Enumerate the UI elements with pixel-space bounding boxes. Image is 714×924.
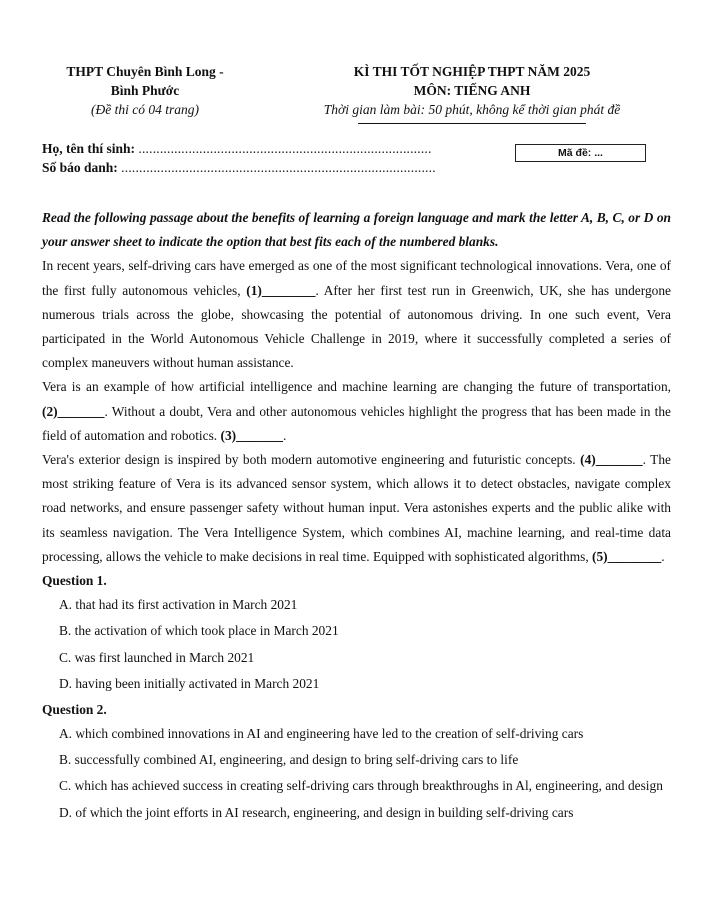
instruction-text: Read the following passage about the benefits of learning a foreign language and mark the letter A, B, C, or D on your answer sheet to indicate the option that best fits each of the numbered blanks. (42, 210, 671, 250)
candidate-name-field[interactable]: .................................................................................. (138, 141, 432, 156)
school-header (45, 62, 245, 119)
question-1 (42, 569, 671, 696)
exam-title: KÌ THI TỐT NGHIỆP THPT NĂM 2025 (353, 64, 591, 79)
passage-text: . (661, 548, 665, 564)
blank-1-number: (1) (246, 282, 262, 298)
blank-5-number: (5) (592, 548, 608, 564)
page-count-note: (Đề thi có 04 trang) (91, 102, 199, 117)
question-2-title: Question 2. (42, 702, 107, 718)
candidate-id-label: Số báo danh: (42, 160, 118, 175)
question-2-option-a[interactable]: A. which combined innovations in AI and engineering have led to the creation of self-driving cars (59, 726, 584, 742)
question-2-option-d[interactable]: D. of which the joint efforts in AI research, engineering, and design in building self-driving cars (59, 804, 574, 820)
exam-header (292, 62, 652, 124)
passage-text: Vera is an example of how artificial intelligence and machine learning are changing the future of transportation, (42, 379, 671, 395)
passage-text: . The most striking feature of Vera is its advanced sensor system, which allows it to detect obstacles, navigate complex road networks, and ensure passenger safety without human input. Vera astonishes experts and the public alike with its seamless navigation. The Vera Intelligence System, which combines AI, machine learning, and real-time data processing, allows the vehicle to make decisions in real time. Equipped with sophisticated algorithms, (42, 452, 671, 564)
candidate-id-row (42, 158, 436, 177)
question-1-option-a[interactable]: A. that had its first activation in March 2021 (59, 597, 298, 613)
passage-text: . After her first test run in Greenwich, UK, she has undergone numerous trials across the globe, showcasing the potential of autonomous driving. In one such event, Vera participated in the World Autonomous Vehicle Challenge in 2019, where it successfully completed a series of complex maneuvers without human assistance. (42, 282, 671, 371)
candidate-id-field[interactable]: ........................................................................................ (121, 160, 436, 175)
blank-3-number: (3) (220, 427, 237, 443)
passage-paragraph-1 (42, 254, 671, 375)
reading-passage (42, 254, 671, 569)
question-1-option-b[interactable]: B. the activation of which took place in March 2021 (59, 623, 339, 639)
passage-text: . (283, 427, 287, 443)
question-1-option-d[interactable]: D. having been initially activated in March 2021 (59, 675, 320, 691)
question-2-option-b[interactable]: B. successfully combined AI, engineering, and design to bring self-driving cars to life (59, 752, 519, 768)
question-2-option-c[interactable]: C. which has achieved success in creating self-driving cars through breakthroughs in Al, engineering, and design (59, 777, 663, 793)
passage-text: . Without a doubt, Vera and other autonomous vehicles highlight the progress that has been made in the field of automation and robotics. (42, 403, 671, 443)
exam-subject: MÔN: TIẾNG ANH (413, 83, 531, 98)
blank-2-line: _______ (57, 403, 105, 419)
exam-content (42, 206, 671, 827)
passage-text: Vera's exterior design is inspired by both modern automotive engineering and futuristic concepts. (42, 452, 581, 468)
candidate-name-row (42, 139, 436, 158)
candidate-info (42, 139, 436, 177)
question-1-option-c[interactable]: C. was first launched in March 2021 (59, 649, 255, 665)
passage-text: In recent years, self-driving cars have emerged as one of the most significant technological innovations. Vera, one of the first fully autonomous vehicles, (42, 258, 671, 298)
passage-paragraph-2 (42, 375, 671, 448)
blank-3-line: _______ (236, 427, 283, 443)
time-note: Thời gian làm bài: 50 phút, không kể thời gian phát đề (323, 102, 621, 117)
question-2 (42, 698, 671, 825)
blank-4-number: (4) (580, 452, 596, 468)
question-1-title: Question 1. (42, 573, 107, 589)
candidate-name-label: Họ, tên thí sinh: (42, 141, 136, 156)
blank-4-line: _______ (595, 452, 643, 468)
blank-5-line: ________ (607, 548, 662, 564)
exam-code-box: Mã đề: ... (515, 144, 646, 162)
blank-1-line: ________ (261, 282, 316, 298)
header-divider (358, 123, 586, 124)
school-name-line1: THPT Chuyên Bình Long - (66, 64, 224, 79)
blank-2-number: (2) (42, 403, 58, 419)
school-name-line2: Bình Phước (110, 83, 180, 98)
passage-paragraph-3 (42, 448, 671, 569)
